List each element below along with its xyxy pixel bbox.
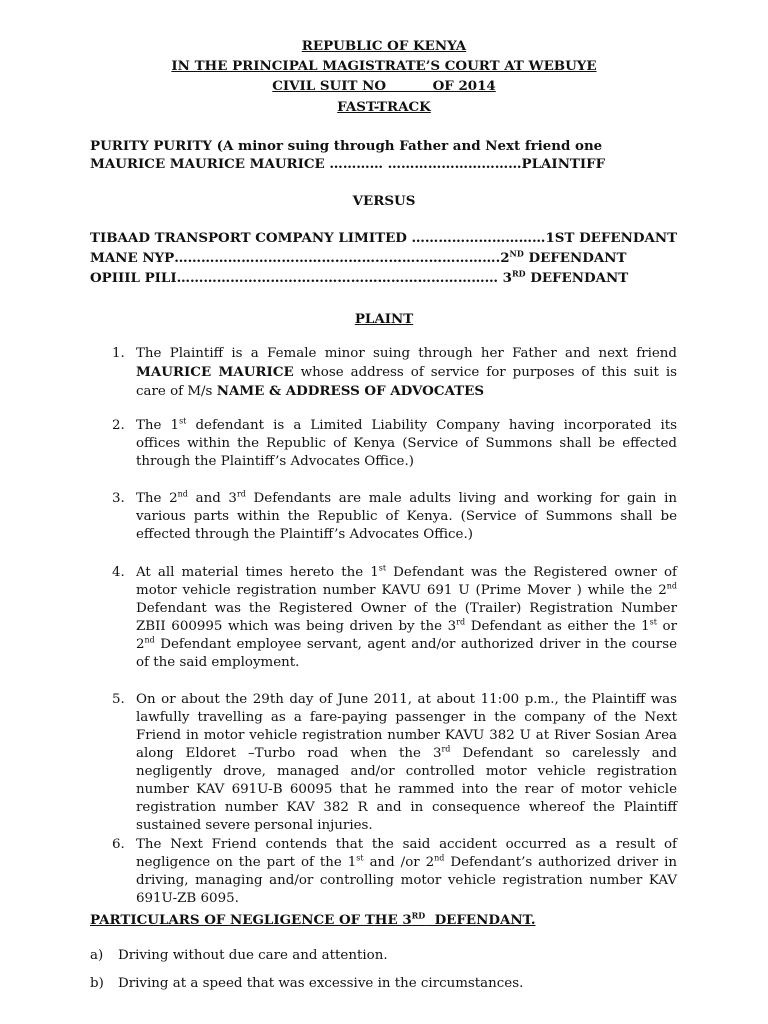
plaint-title: PLAINT — [354, 311, 414, 327]
defendant-1: TIBAAD TRANSPORT COMPANY LIMITED …………………………1ST DEFENDANT — [90, 230, 678, 246]
paragraph-3: 3. The 2nd and 3rd Defendants are male adults living and working for gain in various parts within the Republic of Kenya. (Service of Summons shall be effected through the Plaintiff’s Advocates Office.) — [112, 489, 677, 542]
header-suit-no: CIVIL SUIT NO OF 2014 — [272, 78, 496, 94]
paragraph-1: 1. The Plaintiff is a Female minor suing through her Father and next friend MAURICE MAURICE whose address of service for purposes of this suit is care of M/s NAME & ADDRESS OF ADVOCATES — [112, 346, 677, 399]
defendant-2: MANE NYP……………………………………………………………….2ND DEFENDANT — [90, 248, 627, 266]
defendant-3: OPIIIL PILI……………………………………………………………… 3RD DEFENDANT — [90, 268, 629, 286]
particular-item-a: a) Driving without due care and attention. — [90, 948, 388, 963]
paragraph-6: 6. The Next Friend contends that the said accident occurred as a result of negligence on the part of the 1st and /or 2nd Defendant’s authorized driver in driving, managing and/or controlling motor vehicle registration number KAV 691U-ZB 6095. — [112, 837, 677, 906]
versus: VERSUS — [352, 193, 416, 209]
header-fast-track: FAST-TRACK — [337, 99, 431, 115]
header-republic: REPUBLIC OF KENYA — [301, 38, 467, 54]
paragraph-4: 4. At all material times hereto the 1st Defendant was the Registered owner of motor vehicle registration number KAVU 691 U (Prime Mover ) while the 2nd Defendant was the Registered Owner of the (Trailer) Registration Number ZBII 600995 which was being driven by the 3rd Defendant as either the 1st or 2nd Defendant employee servant, agent and/or authorized driver in the course of the said employment. — [112, 563, 677, 670]
plaintiff-line-2: MAURICE MAURICE MAURICE ………… …………………………PLAINTIFF — [90, 156, 606, 172]
particulars-heading: PARTICULARS OF NEGLIGENCE OF THE 3RD DEFENDANT. — [90, 910, 536, 928]
header-court: IN THE PRINCIPAL MAGISTRATE’S COURT AT WEBUYE — [171, 58, 597, 74]
paragraph-2: 2. The 1st defendant is a Limited Liability Company having incorporated its offices within the Republic of Kenya (Service of Summons shall be effected through the Plaintiff’s Advocates Office.) — [112, 416, 677, 469]
plaintiff-line-1: PURITY PURITY (A minor suing through Father and Next friend one — [90, 138, 603, 154]
particular-item-b: b) Driving at a speed that was excessive in the circumstances. — [90, 976, 524, 991]
paragraph-5: 5. On or about the 29th day of June 2011, at about 11:00 p.m., the Plaintiff was lawfully travelling as a fare-paying passenger in the company of the Next Friend in motor vehicle registration number KAVU 382 U at River Sosian Area along Eldoret –Turbo road when the 3rd Defendant so carelessly and negligently drove, managed and/or controlled motor vehicle registration number KAV 691U-B 60095 that he rammed into the rear of motor vehicle registration number KAV 382 R and in consequence whereof the Plaintiff sustained severe personal injuries. — [112, 692, 677, 833]
